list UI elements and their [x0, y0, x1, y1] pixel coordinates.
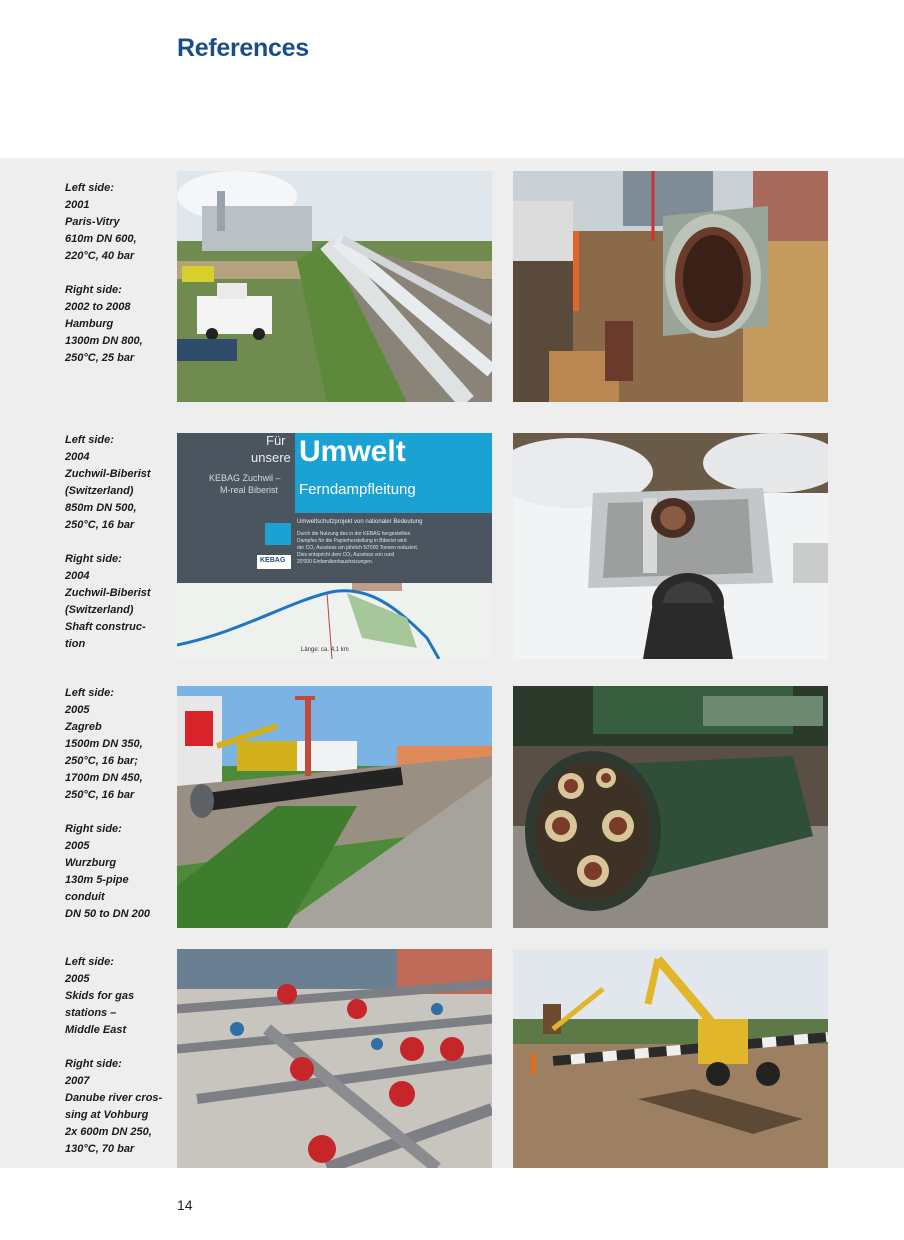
caption-line: (Switzerland)	[65, 604, 134, 616]
photo-shaft-construction	[513, 433, 828, 659]
caption-line: 1500m DN 350,	[65, 738, 143, 750]
caption-line: 2005	[65, 973, 90, 985]
caption-line: Wurzburg	[65, 857, 117, 869]
caption-line: Zuchwil-Biberist	[65, 587, 151, 599]
caption-line: 250°C, 16 bar;	[65, 755, 138, 767]
caption-line: DN 50 to DN 200	[65, 908, 150, 920]
photo-danube-crossing	[513, 949, 828, 1168]
sign-big-word: Umwelt	[299, 435, 406, 468]
caption-line: stations –	[65, 1007, 117, 1019]
caption-line: 850m DN 500,	[65, 502, 137, 514]
caption-row-4	[65, 954, 169, 1158]
caption-line: 250°C, 25 bar	[65, 352, 135, 364]
caption-line: Right side:	[65, 1058, 122, 1070]
photo-paris-vitry-pipeline	[177, 171, 492, 402]
map-length-label: Länge: ca. 4,1 km	[301, 647, 349, 653]
photo-gas-station-skids	[177, 949, 492, 1168]
caption-line: 2004	[65, 570, 90, 582]
caption-line: Right side:	[65, 284, 122, 296]
caption-line: Paris-Vitry	[65, 216, 120, 228]
caption-row-3	[65, 685, 169, 923]
caption-line: Zagreb	[65, 721, 102, 733]
caption-line: 220°C, 40 bar	[65, 250, 135, 262]
sign-line-2: unsere	[251, 450, 291, 465]
caption-line: Left side:	[65, 182, 114, 194]
caption-line: 130m 5-pipe	[65, 874, 129, 886]
caption-line: sing at Vohburg	[65, 1109, 149, 1121]
caption-line: 250°C, 16 bar	[65, 789, 135, 801]
sign-body-line: Dampfes für die Papierherstellung in Biberist wird	[297, 538, 407, 544]
page-number: 14	[177, 1197, 193, 1213]
caption-line: Middle East	[65, 1024, 127, 1036]
caption-line: tion	[65, 638, 86, 650]
caption-line: 610m DN 600,	[65, 233, 137, 245]
caption-line: 1700m DN 450,	[65, 772, 143, 784]
caption-line: 2x 600m DN 250,	[65, 1126, 152, 1138]
caption-line: 2004	[65, 451, 90, 463]
caption-line: Zuchwil-Biberist	[65, 468, 151, 480]
sign-body-line: Durch die Nutzung des in der KEBAG hergestellten	[297, 531, 411, 537]
kebag-logo: KEBAG	[260, 557, 286, 564]
photo-hamburg-pipe-trench	[513, 171, 828, 402]
sign-body-line: Dies entspricht dem CO₂ Ausstoss von rund	[297, 552, 395, 558]
sign-company-1: KEBAG Zuchwil –	[209, 473, 281, 483]
caption-line: 2005	[65, 704, 90, 716]
caption-line: Hamburg	[65, 318, 114, 330]
caption-line: 130°C, 70 bar	[65, 1143, 135, 1155]
caption-line: Skids for gas	[65, 990, 135, 1002]
sign-project: Umweltschutzprojekt von nationaler Bedeutung	[297, 519, 423, 525]
caption-line: 2007	[65, 1075, 90, 1087]
caption-line: Shaft construc-	[65, 621, 146, 633]
caption-line: 2001	[65, 199, 90, 211]
caption-line: Left side:	[65, 687, 114, 699]
caption-line: 250°C, 16 bar	[65, 519, 135, 531]
caption-row-1	[65, 180, 169, 367]
photo-zagreb-pipeline	[177, 686, 492, 928]
caption-line: 1300m DN 800,	[65, 335, 143, 347]
caption-line: 2005	[65, 840, 90, 852]
caption-line: 2002 to 2008	[65, 301, 131, 313]
caption-line: Right side:	[65, 823, 122, 835]
sign-company-2: M-real Biberist	[220, 485, 279, 495]
header-band	[0, 158, 904, 170]
caption-line: (Switzerland)	[65, 485, 134, 497]
page-title: References	[177, 34, 309, 62]
caption-line: Right side:	[65, 553, 122, 565]
sign-body-line: der CO₂ Ausstoss um jährlich 50'000 Tonnen reduziert.	[297, 545, 419, 551]
photo-wurzburg-5-pipe-conduit	[513, 686, 828, 928]
sign-subtitle: Ferndampfleitung	[299, 481, 416, 498]
caption-row-2	[65, 432, 169, 653]
sign-line-1: Für	[266, 433, 286, 448]
caption-line: Left side:	[65, 956, 114, 968]
caption-line: Danube river cros-	[65, 1092, 163, 1104]
caption-line: Left side:	[65, 434, 114, 446]
photo-umwelt-sign	[177, 433, 492, 659]
sign-body	[297, 531, 418, 566]
sign-body-line: 20'000 Einfamilienhausheizungen.	[297, 559, 374, 565]
caption-line: conduit	[65, 891, 105, 903]
